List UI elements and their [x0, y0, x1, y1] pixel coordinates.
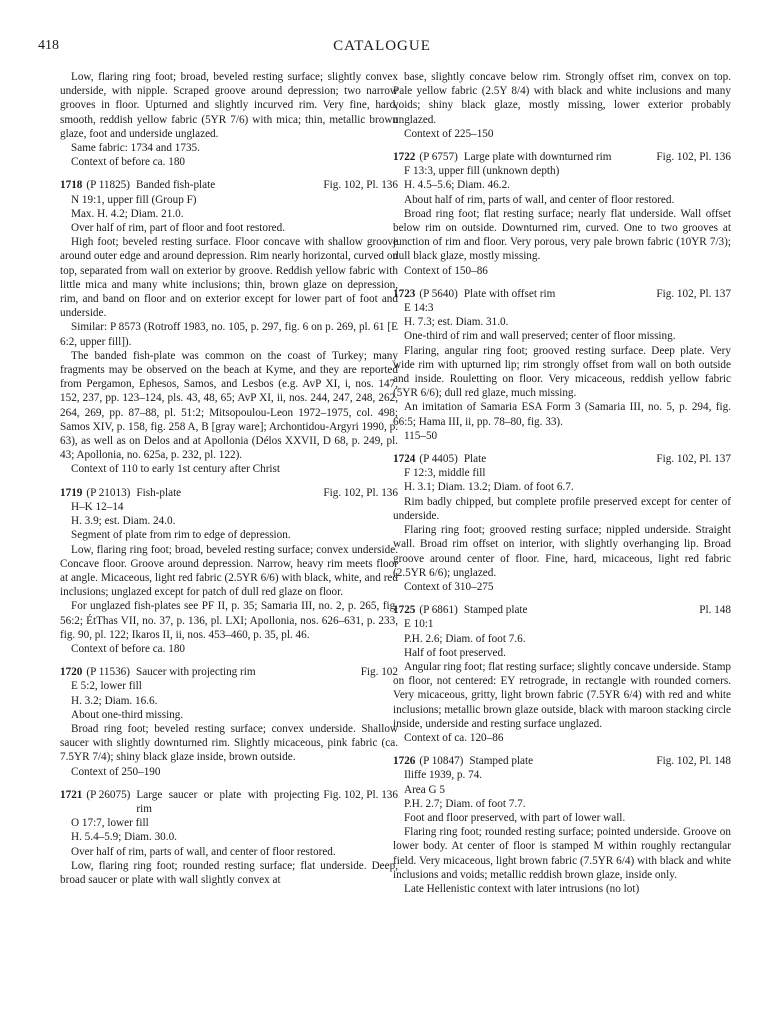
entry-title: Plate	[463, 453, 487, 466]
catalogue-entry	[60, 486, 398, 656]
entry-detail: N 19:1, upper fill (Group F)	[71, 193, 197, 206]
entry-number: 1722	[393, 151, 416, 164]
entry-number: 1721	[60, 788, 83, 801]
catalogue-paragraph: Same fabric: 1734 and 1735.	[71, 142, 200, 155]
entry-description: An imitation of Samaria ESA Form 3 (Samaria III, no. 5, p. 294, fig. 66:5; Hama III, ii, pp. 78–80, fig. 33).	[393, 401, 731, 428]
entry-description: For unglazed fish-plates see PF II, p. 35; Samaria III, no. 2, p. 265, fig. 56:2; ÉtThas VII, no. 37, p. 136, pl. LXI; Apollonia, nos. 626–631, p. 233, fig. 90, pl. 122; Ikaros II, ii, nos. 453–460, p. 35, pl. 46.	[60, 600, 398, 641]
entry-description: Flaring ring foot; grooved resting surface; nippled underside. Straight wall. Broad rim offset on interior, with slightly overhanging lip. Broad groove around center of floor. Fine, hard, micaceous, light red fabric (2.5YR 6/6); unglazed.	[393, 524, 731, 579]
entry-detail: H. 5.4–5.9; Diam. 30.0.	[71, 831, 177, 844]
entry-description: Broad ring foot; flat resting surface; nearly flat underside. Wall offset below rim on outside. Downturned rim, curved. One to two grooves at junction of rim and floor. Very porous, very pale brown fabric (10YR 7/3); dull black glaze, mostly missing.	[393, 207, 731, 263]
entry-number: 1725	[393, 604, 416, 617]
entry-description: Segment of plate from rim to edge of depression.	[71, 529, 291, 542]
entry-detail: P.H. 2.6; Diam. of foot 7.6.	[404, 632, 526, 645]
catalogue-entry	[393, 150, 731, 278]
context-line: Context of 110 to early 1st century after Christ	[71, 463, 280, 476]
figure-reference: Fig. 102	[360, 666, 398, 679]
entry-title: Stamped plate	[469, 755, 534, 768]
catalogue-entry	[393, 754, 731, 896]
entry-heading	[393, 603, 731, 617]
entry-description: Rim badly chipped, but complete profile preserved except for center of underside.	[393, 495, 731, 522]
catalogue-entry	[393, 287, 731, 443]
entry-detail: H. 7.3; est. Diam. 31.0.	[404, 316, 509, 329]
entry-number: 1720	[60, 666, 83, 679]
entry-number: 1718	[60, 179, 83, 192]
entry-detail: Iliffe 1939, p. 74.	[404, 769, 483, 782]
context-line: Context of before ca. 180	[71, 156, 186, 169]
inventory-number: (P 6757)	[419, 151, 458, 164]
entry-heading	[60, 788, 398, 816]
left-column	[60, 70, 398, 887]
entry-description: Angular ring foot; flat resting surface; slightly concave underside. Stamp on floor, not centered: ΕΥ retrograde, in rectangle with rounded corners. Very micaceous, gritty, light brown fabric (7.5YR 6/4) with red and white inclusions; metallic brown glaze outside, black with maroon stacking circle inside, underside and resting surface unglazed.	[393, 660, 731, 730]
figure-reference: Fig. 102, Pl. 137	[656, 453, 731, 466]
running-title: CATALOGUE	[333, 38, 431, 54]
context-line: Context of 310–275	[404, 580, 494, 593]
entry-description: High foot; beveled resting surface. Floor concave with shallow groove around outer edge and around depression. Rim nearly horizontal, curved on top, separated from wall on exterior by groove. Reddish yellow fabric with little mica and many white inclusions; thin, brown glaze on depression, rim, and band on floor and on exterior except for lower part of foot and underside.	[60, 236, 399, 320]
right-column	[393, 70, 731, 896]
entry-heading	[60, 178, 398, 192]
catalogue-entry	[393, 603, 731, 745]
context-line: Context of before ca. 180	[71, 642, 186, 655]
entry-description: About one-third missing.	[71, 708, 184, 721]
entry-detail: E 14:3	[404, 302, 434, 315]
entry-heading	[393, 150, 731, 164]
context-line: 115–50	[404, 429, 438, 442]
entry-title: Saucer with projecting rim	[135, 666, 256, 679]
entry-number: 1723	[393, 287, 416, 300]
catalogue-entry	[393, 452, 731, 594]
figure-reference: Pl. 148	[699, 604, 731, 617]
entry-number: 1719	[60, 486, 83, 499]
context-line: Context of 150–86	[404, 264, 488, 277]
inventory-number: (P 26075)	[86, 788, 131, 801]
entry-heading	[393, 452, 731, 466]
inventory-number: (P 4405)	[419, 453, 458, 466]
entry-description: Low, flaring ring foot; broad, beveled resting surface; convex underside. Concave floor. Groove around depression. Narrow, heavy rim meets floor at angle. Micaceous, light red fabric (2.5YR 6/6) with black, white, and red inclusions; unglazed except for patch of dull red glaze on floor.	[60, 543, 398, 599]
entry-detail: F 13:3, upper fill (unknown depth)	[404, 165, 560, 178]
entry-number: 1726	[393, 755, 416, 768]
entry-description: The banded fish-plate was common on the coast of Turkey; many fragments may be observed on the beach at Kyme, and they are reported from Pergamon, Ephesos, Samos, and Lesbos (e.g. AvP XI, i, nos. 147, 152, 237, pp. 123–124, pls. 43, 48, 65; AvP XI, ii, nos. 244, 247, 248, 262, 264, 269, pp. 87–88, pl. 51:2; Mitsopoulou-Leon 1972–1975, col. 498; Samos XIV, p. 158, fig. 258 A, B [gray ware]; Archontidou-Argyri 1990, p. 63), as well as on Delos and at Apollonia (Délos XXVII, D 68, p. 249, pl. 43; Apollonia, no. 625a, p. 232, pl. 122).	[60, 349, 398, 462]
context-line: Context of 250–190	[71, 765, 161, 778]
catalogue-entry	[60, 665, 398, 779]
figure-reference: Fig. 102, Pl. 136	[323, 486, 398, 499]
entry-title: Large saucer or plate with projecting rim	[136, 788, 320, 815]
entry-description: Low, flaring ring foot; rounded resting surface; flat underside. Deep, broad saucer or plate with wall slightly convex at	[60, 859, 398, 886]
entry-detail: H. 4.5–5.6; Diam. 46.2.	[404, 179, 510, 192]
context-line: Late Hellenistic context with later intrusions (no lot)	[404, 882, 640, 895]
figure-reference: Fig. 102, Pl. 148	[656, 755, 731, 768]
entry-description: One-third of rim and wall preserved; center of floor missing.	[404, 330, 676, 343]
figure-reference: Fig. 102, Pl. 137	[656, 287, 731, 300]
entry-detail: H–K 12–14	[71, 500, 124, 513]
figure-reference: Fig. 102, Pl. 136	[323, 179, 398, 192]
entry-heading	[393, 287, 731, 301]
inventory-number: (P 21013)	[86, 486, 131, 499]
catalogue-entry	[60, 788, 398, 887]
entry-detail: P.H. 2.7; Diam. of foot 7.7.	[404, 797, 526, 810]
entry-description: Over half of rim, parts of wall, and center of floor restored.	[71, 845, 336, 858]
inventory-number: (P 5640)	[419, 287, 458, 300]
entry-description: Over half of rim, part of floor and foot restored.	[71, 222, 286, 235]
entry-heading	[393, 754, 731, 768]
entry-description: About half of rim, parts of wall, and center of floor restored.	[404, 193, 675, 206]
entry-title: Fish-plate	[136, 486, 182, 499]
entry-detail: H. 3.1; Diam. 13.2; Diam. of foot 6.7.	[404, 481, 574, 494]
entry-title: Large plate with downturned rim	[463, 151, 612, 164]
page-header	[38, 38, 726, 58]
inventory-number: (P 11825)	[86, 179, 130, 192]
inventory-number: (P 10847)	[419, 755, 464, 768]
entry-description: Flaring, angular ring foot; grooved resting surface. Deep plate. Very wide rim with upturned lip; rim strongly offset from wall on both outside and inside. Rouletting on floor. Very micaceous, reddish yellow fabric (5YR 6/6); dull red glaze, much missing.	[393, 344, 731, 400]
entry-title: Plate with offset rim	[463, 287, 556, 300]
entry-detail: H. 3.2; Diam. 16.6.	[71, 694, 158, 707]
entry-description: Similar: P 8573 (Rotroff 1983, no. 105, p. 297, fig. 6 on p. 269, pl. 61 [E 6:2, upper fill]).	[60, 321, 398, 348]
figure-reference: Fig. 102, Pl. 136	[323, 788, 398, 801]
entry-description: Flaring ring foot; rounded resting surface; pointed underside. Groove on lower body. At center of floor is stamped M within roughly rectangular field. Very micaceous, light brown fabric (7.5YR 6/4) with black and white inclusions and voids; metallic reddish brown glaze, inside only.	[393, 826, 731, 881]
entry-number: 1724	[393, 453, 416, 466]
catalogue-paragraph: base, slightly concave below rim. Strongly offset rim, convex on top. Pale yellow fabric (2.5Y 8/4) with black and white inclusions and many voids; shiny black glaze, mostly missing, lower exterior probably unglazed.	[393, 71, 731, 126]
entry-detail: Area G 5	[404, 783, 446, 796]
entry-description: Foot and floor preserved, with part of lower wall.	[404, 811, 626, 824]
entry-heading	[60, 665, 398, 679]
entry-detail: Max. H. 4.2; Diam. 21.0.	[71, 207, 184, 220]
entry-detail: E 5:2, lower fill	[71, 680, 142, 693]
figure-reference: Fig. 102, Pl. 136	[656, 151, 731, 164]
entry-description: Half of foot preserved.	[404, 646, 506, 659]
inventory-number: (P 11536)	[86, 666, 130, 679]
entry-description: Broad ring foot; beveled resting surface; convex underside. Shallow saucer with slightly downturned rim. Slightly micaceous, pink fabric (ca. 7.5YR 7/4); shiny black glaze inside, brown outside.	[60, 722, 398, 764]
entry-detail: H. 3.9; est. Diam. 24.0.	[71, 515, 176, 528]
entry-detail: F 12:3, middle fill	[404, 467, 486, 480]
entry-detail: E 10:1	[404, 618, 434, 631]
catalogue-paragraph: Low, flaring ring foot; broad, beveled resting surface; slightly convex underside, with nipple. Scraped groove around depression; two narrow grooves in floor. Upturned and slightly incurved rim. Very fine, hard, smooth, reddish yellow fabric (5YR 7/6) with mica; thin, metallic brown glaze, foot and underside unglazed.	[60, 71, 398, 140]
entry-title: Banded fish-plate	[135, 179, 216, 192]
entry-heading	[60, 486, 398, 500]
entry-title: Stamped plate	[463, 604, 528, 617]
entry-detail: O 17:7, lower fill	[71, 817, 149, 830]
context-line: Context of 225–150	[404, 127, 494, 140]
inventory-number: (P 6861)	[419, 604, 458, 617]
context-line: Context of ca. 120–86	[404, 731, 504, 744]
page-number: 418	[38, 38, 59, 53]
catalogue-entry	[60, 178, 398, 476]
